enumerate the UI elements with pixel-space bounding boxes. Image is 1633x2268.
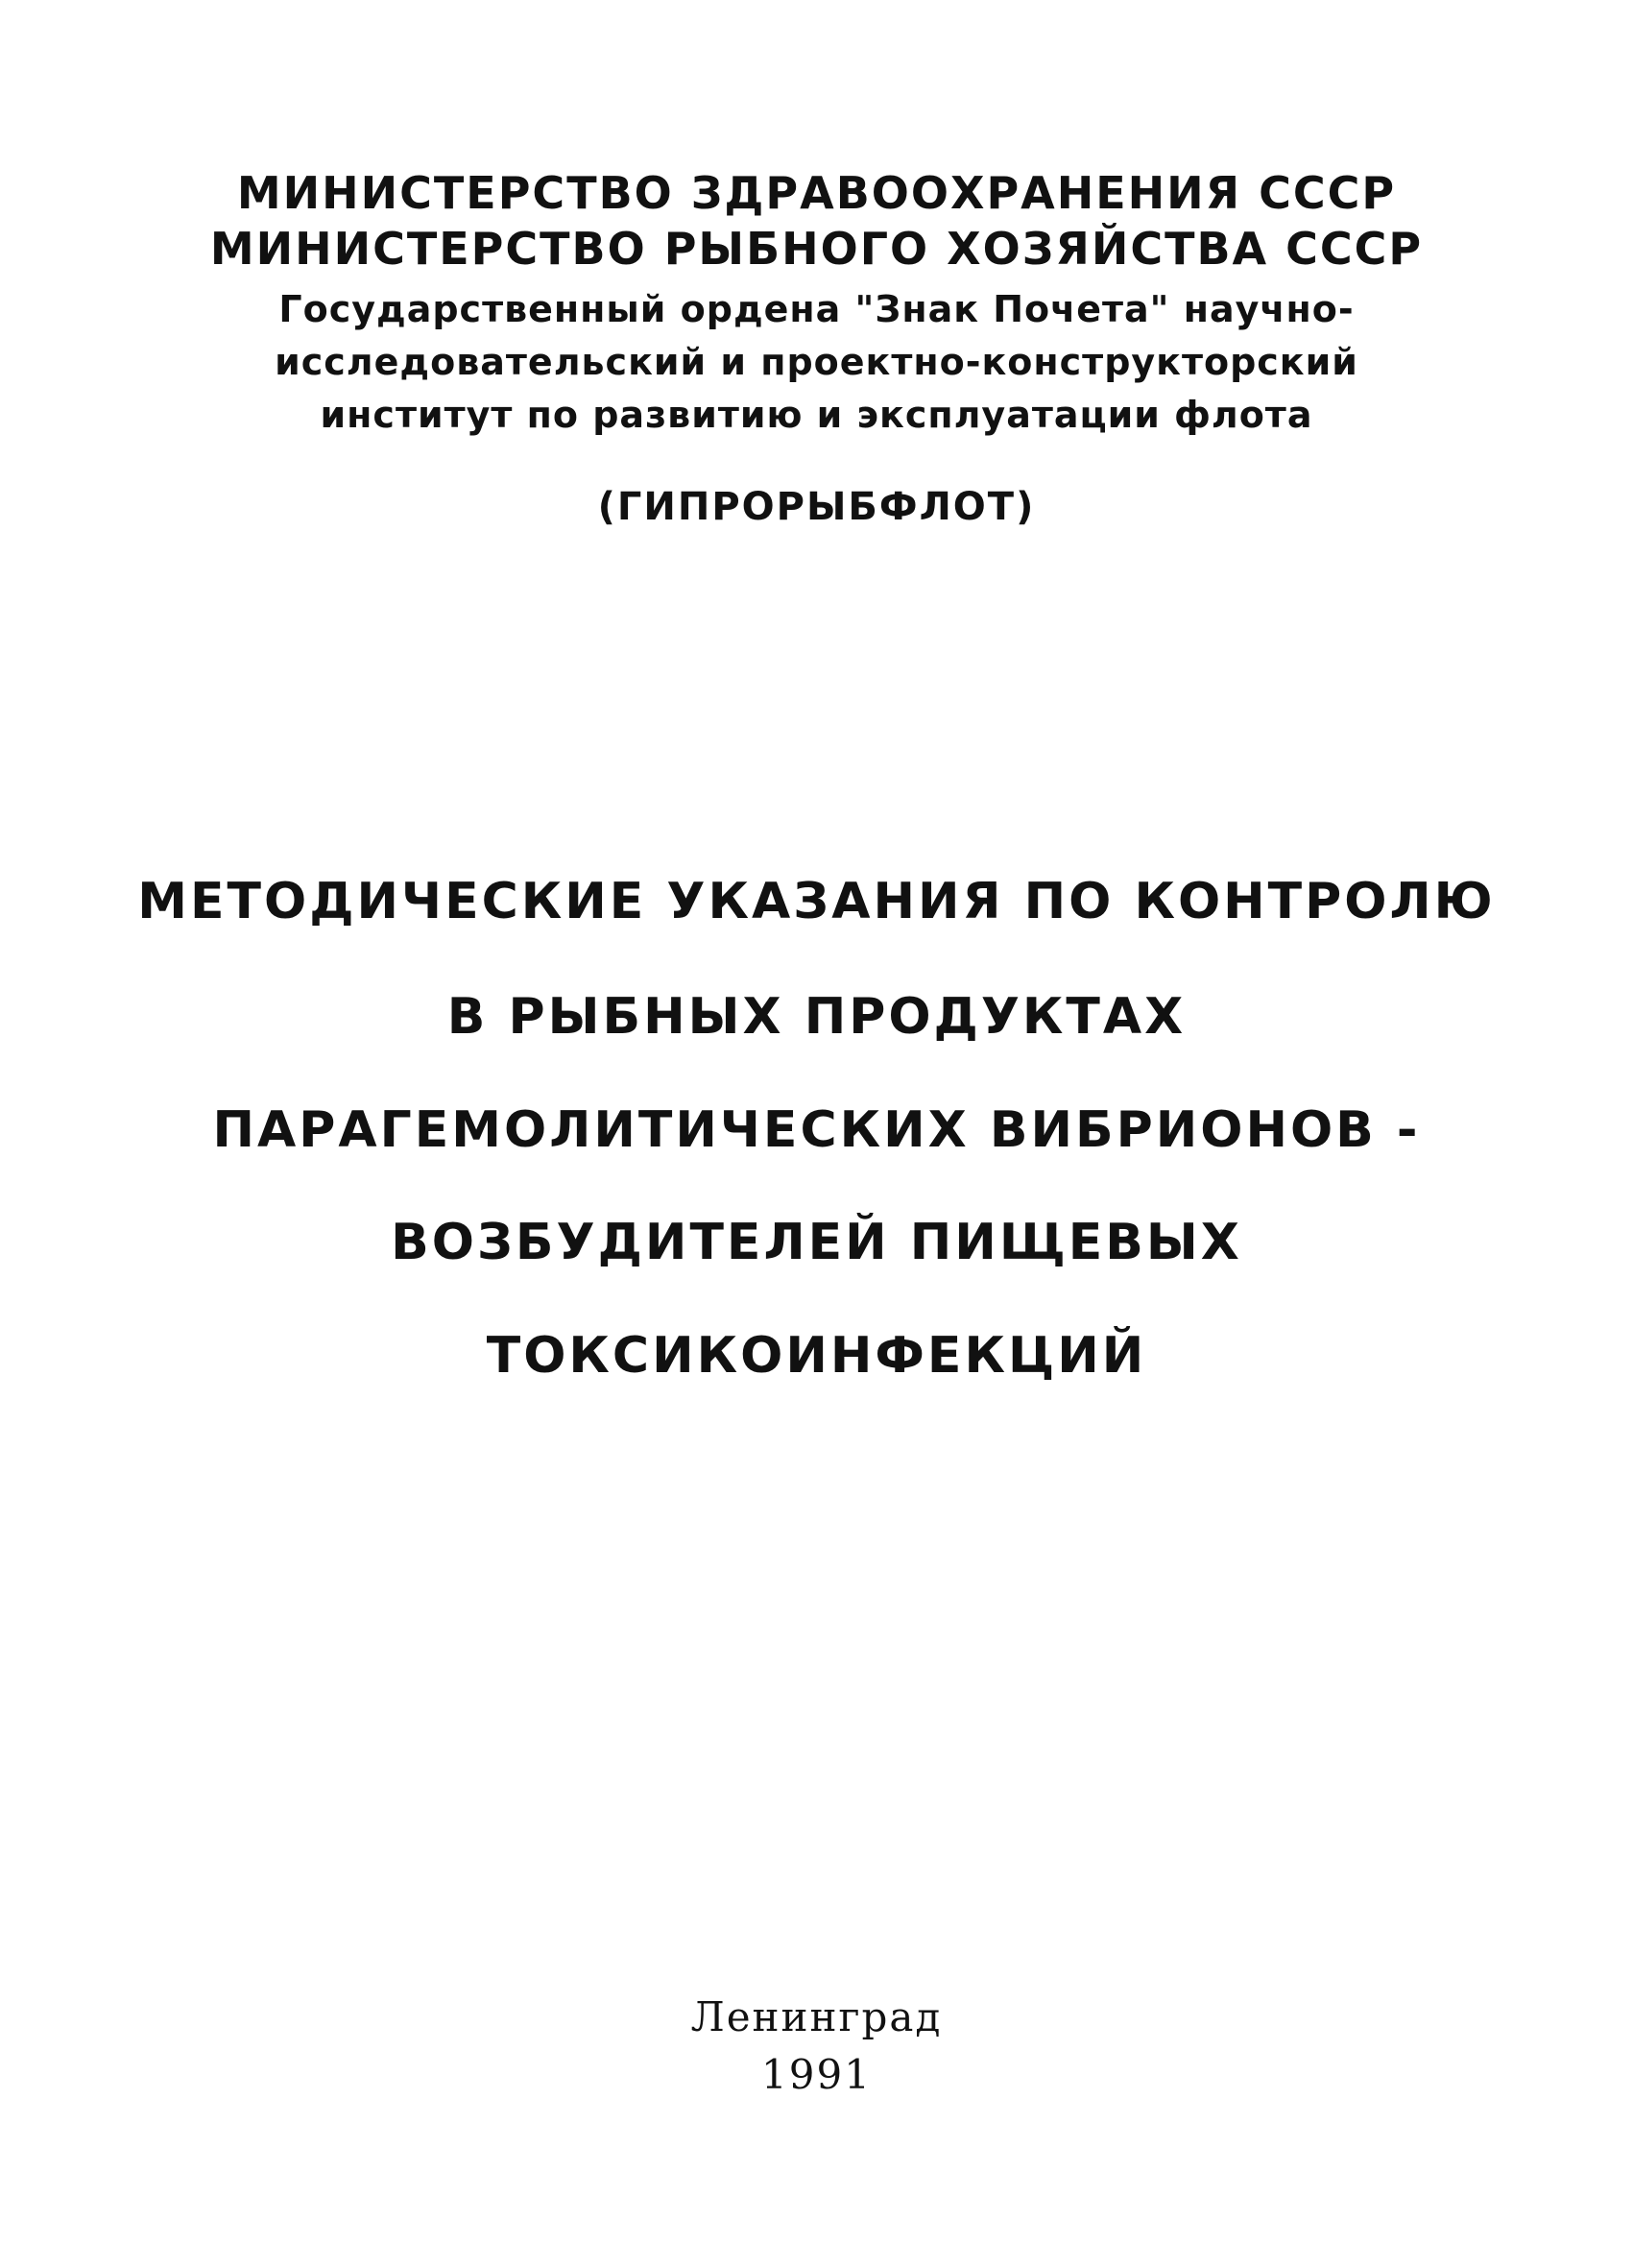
institute-line-1: Государственный ордена "Знак Почета" научно- (278, 288, 1355, 330)
institute-abbreviation: (ГИПРОРЫБФЛОТ) (597, 485, 1036, 529)
institute-line-2: исследовательский и проектно-конструкторский (275, 341, 1358, 383)
ministry-fisheries-line: МИНИСТЕРСТВО РЫБНОГО ХОЗЯЙСТВА СССР (209, 223, 1424, 275)
institute-line-3: институт по развитию и эксплуатации флота (320, 394, 1313, 436)
title-line-3: ПАРАГЕМОЛИТИЧЕСКИХ ВИБРИОНОВ - (212, 1101, 1421, 1159)
title-line-1: МЕТОДИЧЕСКИЕ УКАЗАНИЯ ПО КОНТРОЛЮ (137, 873, 1496, 930)
publication-year: 1991 (761, 2051, 872, 2098)
publication-city: Ленинград (690, 1993, 943, 2040)
title-line-2: В РЫБНЫХ ПРОДУКТАХ (446, 988, 1187, 1046)
title-line-4: ВОЗБУДИТЕЛЕЙ ПИЩЕВЫХ (391, 1214, 1242, 1271)
title-line-5: ТОКСИКОИНФЕКЦИЙ (486, 1327, 1147, 1385)
ministry-health-line: МИНИСТЕРСТВО ЗДРАВООХРАНЕНИЯ СССР (236, 167, 1397, 219)
